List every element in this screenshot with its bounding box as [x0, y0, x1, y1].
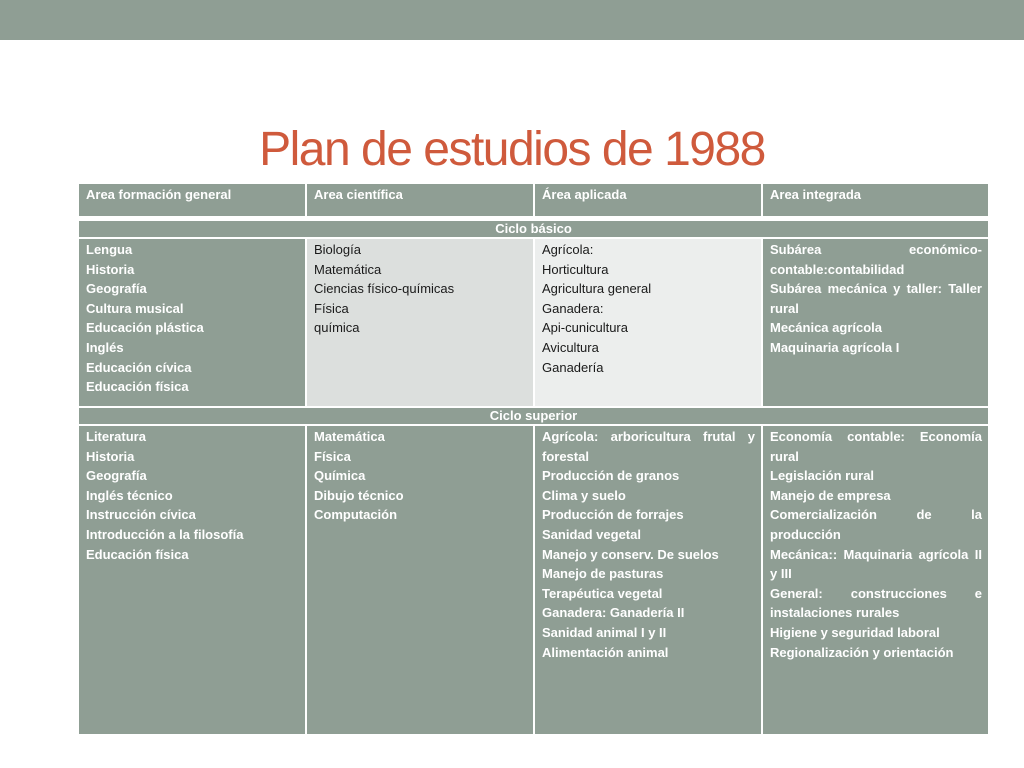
cell-item: Manejo de empresa [770, 487, 891, 503]
cell-item: Manejo y conserv. De suelos [542, 546, 719, 562]
cycle-row-basic [78, 220, 989, 238]
cell-item: Maquinaria agrícola I [770, 339, 900, 355]
cell-item: General: construcciones e instalaciones rurales [770, 585, 982, 621]
cycle-label-basic: Ciclo básico [78, 220, 989, 238]
cell-item: Matemática [314, 261, 382, 277]
cell-item: Computación [314, 507, 398, 523]
cell-item: Educación cívica [86, 359, 192, 375]
cell-item: Sanidad animal I y II [542, 624, 667, 640]
cell-item: Agrícola: [542, 242, 594, 257]
cell-item: Educación física [86, 546, 189, 562]
cell-item: Ciencias físico-químicas [314, 281, 455, 297]
basic-cycle-row [78, 238, 989, 407]
cell-item: Producción de granos [542, 468, 680, 484]
curriculum-grid [77, 182, 990, 736]
cell-item: Dibujo técnico [314, 487, 404, 503]
cell-item: Agricultura general [542, 281, 652, 297]
header-applied: Área aplicada [534, 183, 762, 217]
cell-item: Cultura musical [86, 300, 184, 316]
cell-item: Clima y suelo [542, 487, 626, 503]
cell-item: Matemática [314, 429, 385, 444]
cell-item: química [314, 320, 360, 336]
cell-item: Mecánica:: Maquinaria agrícola II y III [770, 546, 982, 582]
cell-item: Ganadera: Ganadería II [542, 605, 685, 621]
header-scientific: Area científica [306, 183, 534, 217]
basic-scientific-cell [306, 238, 534, 407]
cell-item: Horticultura [542, 261, 609, 277]
header-row [78, 183, 989, 217]
cell-item: Agrícola: arboricultura frutal y forestal [542, 429, 755, 464]
cell-item: Inglés técnico [86, 487, 173, 503]
cell-item: Subárea mecánica y taller: Taller rural [770, 281, 982, 316]
cell-item: Literatura [86, 429, 146, 444]
slide-title: Plan de estudios de 1988 [259, 123, 765, 177]
advanced-integrated-cell [762, 425, 989, 735]
cell-item: Lengua [86, 242, 133, 257]
cell-item: Economía contable: Economía rural [770, 429, 982, 464]
basic-integrated-cell [762, 238, 989, 407]
curriculum-table [77, 182, 988, 736]
cell-item: Física [314, 448, 351, 464]
cell-item: Biología [314, 242, 361, 257]
cell-item: Subárea económico-contable:contabilidad [770, 242, 982, 277]
cell-item: Física [314, 300, 349, 316]
cell-item: Terapéutica vegetal [542, 585, 663, 601]
cell-item: Historia [86, 261, 135, 277]
cell-item: Api-cunicultura [542, 320, 628, 336]
cell-item: Sanidad vegetal [542, 526, 641, 542]
cell-item: Regionalización y orientación [770, 644, 954, 660]
cell-item: Instrucción cívica [86, 507, 196, 523]
advanced-cycle-row [78, 425, 989, 735]
cycle-row-advanced [78, 407, 989, 425]
header-general: Area formación general [78, 183, 306, 217]
header-integrated: Area integrada [762, 183, 989, 217]
cell-item: Producción de forrajes [542, 507, 684, 523]
advanced-scientific-cell [306, 425, 534, 735]
cell-item: Comercialización de la producción [770, 507, 982, 542]
basic-general-cell [78, 238, 306, 407]
cell-item: Geografía [86, 281, 147, 297]
cell-item: Geografía [86, 468, 147, 484]
cell-item: Inglés [86, 339, 124, 355]
advanced-applied-cell [534, 425, 762, 735]
cell-item: Química [314, 468, 366, 484]
basic-applied-cell [534, 238, 762, 407]
top-accent-bar [0, 0, 1024, 40]
cell-item: Educación plástica [86, 320, 204, 336]
advanced-general-cell [78, 425, 306, 735]
cell-item: Introducción a la filosofía [86, 526, 244, 542]
cell-item: Educación física [86, 379, 189, 395]
cell-item: Legislación rural [770, 468, 875, 484]
cell-item: Ganadera: [542, 300, 604, 316]
cell-item: Manejo de pasturas [542, 566, 664, 582]
cell-item: Alimentación animal [542, 644, 669, 660]
cell-item: Mecánica agrícola [770, 320, 882, 336]
cell-item: Historia [86, 448, 135, 464]
cell-item: Ganadería [542, 359, 604, 375]
cycle-label-advanced: Ciclo superior [78, 407, 989, 425]
cell-item: Avicultura [542, 339, 599, 355]
cell-item: Higiene y seguridad laboral [770, 624, 940, 640]
